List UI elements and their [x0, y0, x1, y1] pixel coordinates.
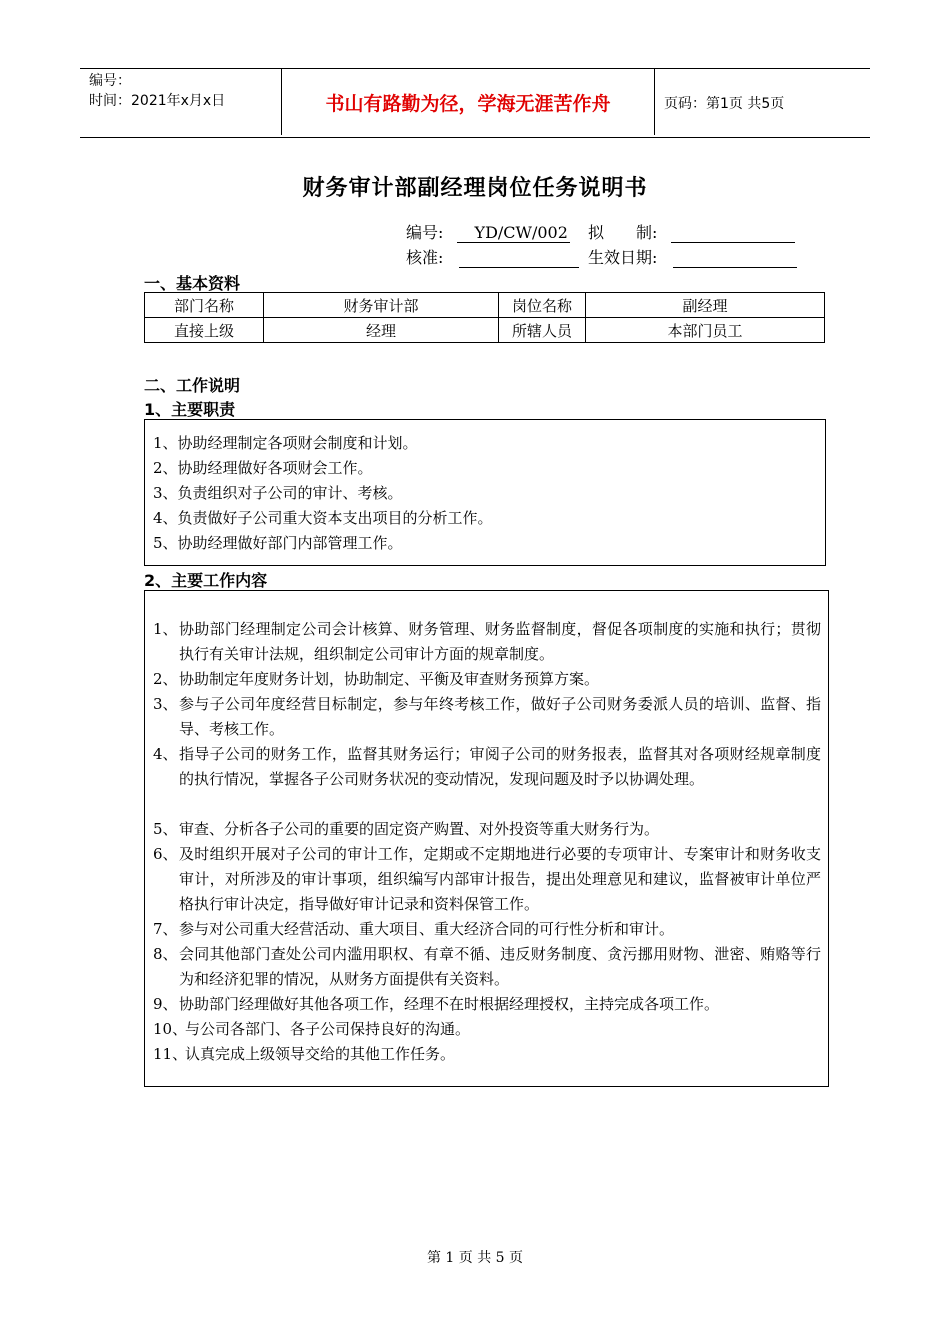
item-number: 8、: [153, 945, 178, 963]
list-item: [153, 742, 821, 792]
table-row: [145, 318, 825, 343]
page-header: [80, 68, 870, 138]
meta-effective-blank: [673, 250, 797, 268]
list-item: 1、协助经理制定各项财会制度和计划。: [153, 434, 418, 452]
meta-code: [406, 220, 570, 243]
meta-draft-blank: [671, 225, 795, 243]
subsection-duties-heading: 1、主要职责: [144, 400, 236, 419]
item-text: 会同其他部门查处公司内滥用职权、有章不循、违反财务制度、贪污挪用财物、泄密、贿赂等行为和经济犯罪的情况，从财务方面提供有关资料。: [179, 945, 821, 988]
item-text: 认真完成上级领导交给的其他工作任务。: [185, 1045, 456, 1063]
table-cell: 所辖人员: [499, 318, 586, 343]
meta-approve: [406, 245, 579, 268]
list-item: [153, 667, 821, 692]
item-text: 及时组织开展对子公司的审计工作，定期或不定期地进行必要的专项审计、专案审计和财务收支审计，对所涉及的审计事项，组织编写内部审计报告，提出处理意见和建议，监督被审计单位严格执行审计决定，指导做好审计记录和资料保管工作。: [179, 845, 821, 913]
meta-effective-label: 生效日期:: [588, 248, 658, 267]
item-text: 与公司各部门、各子公司保持良好的沟通。: [185, 1020, 471, 1038]
item-number: 1、: [153, 620, 178, 638]
item-number: 3、: [153, 695, 178, 713]
item-text: 审查、分析各子公司的重要的固定资产购置、对外投资等重大财务行为。: [179, 820, 660, 838]
page-footer: 第 1 页 共 5 页: [426, 1250, 524, 1266]
section-basic-info-heading: 一、基本资料: [144, 274, 241, 293]
list-item: [153, 942, 821, 992]
item-number: 2、: [153, 670, 178, 688]
item-text: 协助制定年度财务计划，协助制定、平衡及审查财务预算方案。: [179, 670, 600, 688]
meta-effective: [588, 245, 797, 268]
item-number: 4、: [153, 745, 178, 763]
meta-code-value: YD/CW/002: [457, 223, 570, 243]
item-text: 协助部门经理制定公司会计核算、财务管理、财务监督制度，督促各项制度的实施和执行；贯彻执行有关审计法规，组织制定公司审计方面的规章制度。: [179, 620, 821, 663]
item-text: 指导子公司的财务工作，监督其财务运行；审阅子公司的财务报表，监督其对各项财经规章制度的执行情况，掌握各子公司财务状况的变动情况，发现问题及时予以协调处理。: [179, 745, 821, 788]
document-title: 财务审计部副经理岗位任务说明书: [302, 176, 648, 201]
header-code-label: 编号：: [89, 73, 131, 89]
meta-code-label: 编号:: [406, 223, 444, 242]
list-item: [153, 1017, 821, 1042]
basic-info-table: [144, 292, 825, 343]
item-text: 协助部门经理做好其他各项工作，经理不在时根据经理授权，主持完成各项工作。: [179, 995, 720, 1013]
list-item: [153, 817, 821, 842]
table-cell: 直接上级: [145, 318, 264, 343]
list-item: [153, 617, 821, 667]
list-item: 4、负责做好子公司重大资本支出项目的分析工作。: [153, 509, 493, 527]
subsection-work-content-heading: 2、主要工作内容: [144, 571, 268, 590]
meta-draft-label: 拟 制:: [588, 223, 658, 242]
item-number: 6、: [153, 845, 178, 863]
meta-approve-blank: [459, 250, 579, 268]
table-cell: 财务审计部: [264, 293, 499, 318]
list-item: [153, 692, 821, 742]
list-item: [153, 1042, 821, 1067]
meta-draft: [588, 220, 795, 243]
item-number: 11、: [153, 1045, 188, 1063]
table-cell: 本部门员工: [586, 318, 825, 343]
list-item: [153, 992, 821, 1017]
table-cell: 副经理: [586, 293, 825, 318]
item-number: 10、: [153, 1020, 188, 1038]
table-cell: 部门名称: [145, 293, 264, 318]
header-left: [89, 71, 225, 111]
header-page-info: 页码：第1页 共5页: [664, 96, 785, 112]
list-item: [153, 842, 821, 917]
list-item: 5、协助经理做好部门内部管理工作。: [153, 534, 403, 552]
header-motto: 书山有路勤为径，学海无涯苦作舟: [281, 69, 655, 135]
item-text: 参与子公司年度经营目标制定，参与年终考核工作，做好子公司财务委派人员的培训、监督、指导、考核工作。: [179, 695, 821, 738]
item-number: 7、: [153, 920, 178, 938]
meta-approve-label: 核准:: [406, 248, 444, 267]
list-item: 2、协助经理做好各项财会工作。: [153, 459, 373, 477]
table-cell: 经理: [264, 318, 499, 343]
item-number: 9、: [153, 995, 178, 1013]
item-number: 5、: [153, 820, 178, 838]
section-work-heading: 二、工作说明: [144, 376, 241, 395]
table-row: [145, 293, 825, 318]
header-time-label: 时间：2021年x月x日: [89, 93, 226, 109]
list-item: [153, 917, 821, 942]
table-cell: 岗位名称: [499, 293, 586, 318]
list-item: 3、负责组织对子公司的审计、考核。: [153, 484, 403, 502]
item-text: 参与对公司重大经营活动、重大项目、重大经济合同的可行性分析和审计。: [179, 920, 675, 938]
